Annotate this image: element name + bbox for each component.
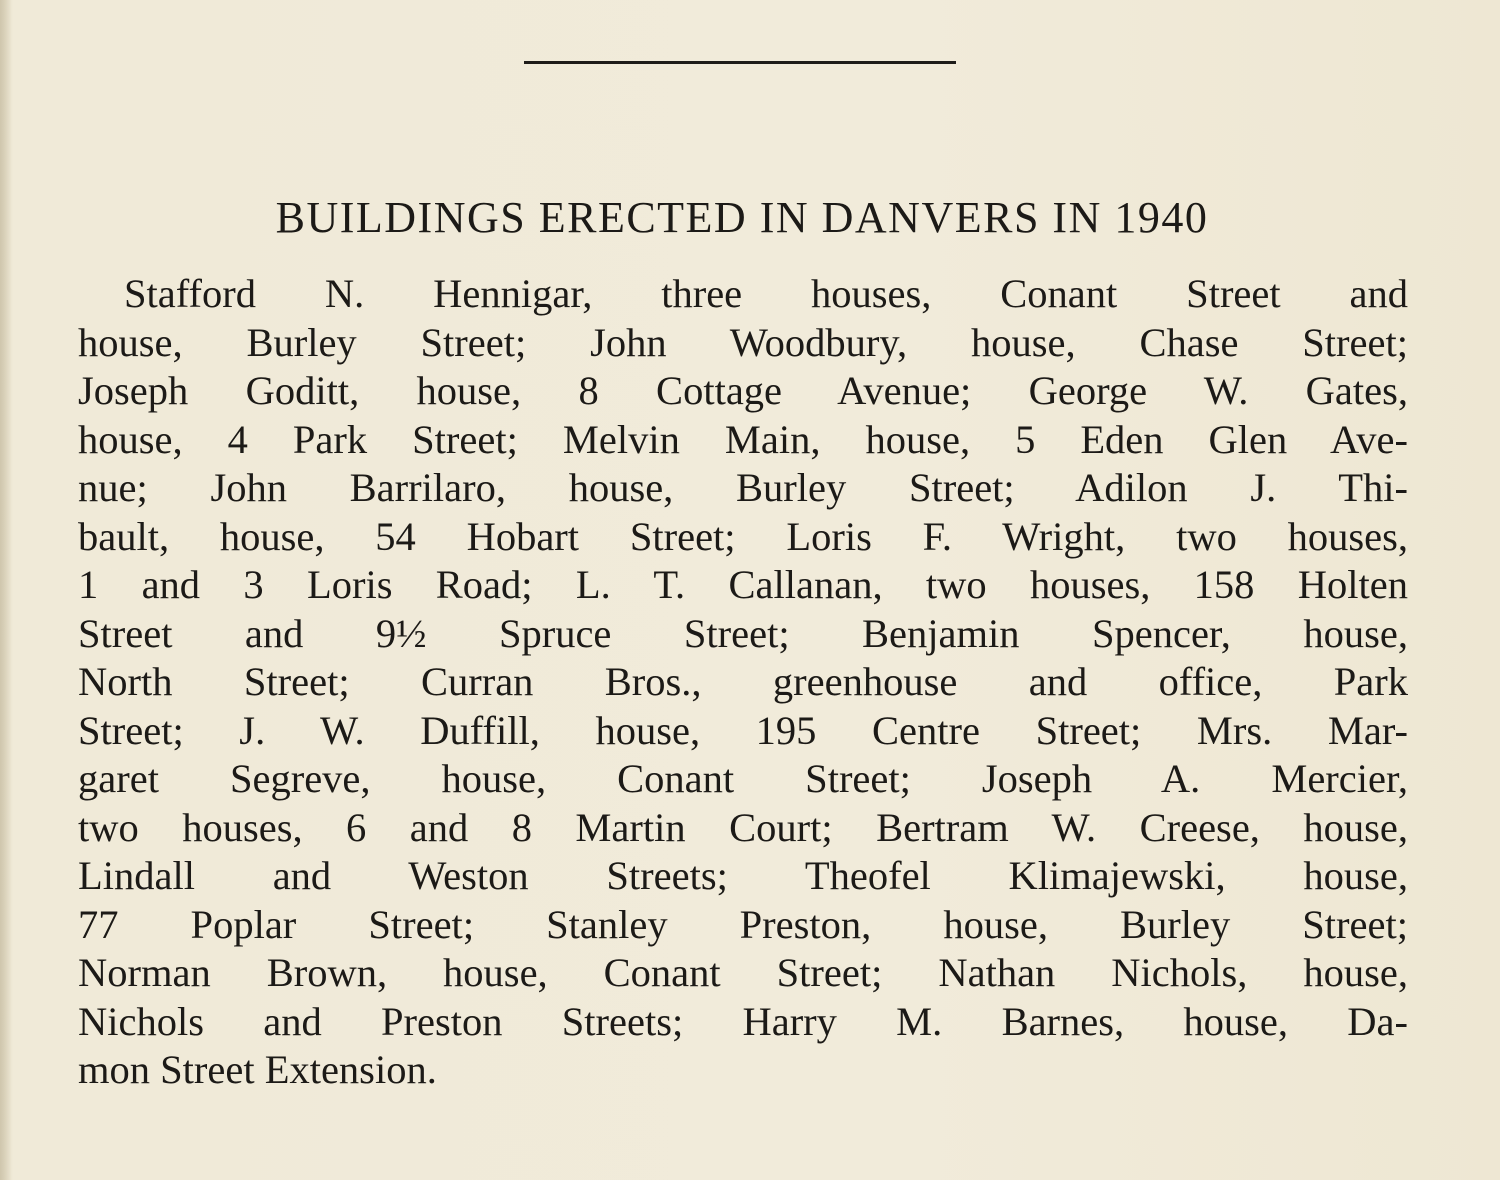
paragraph-line: Street and 9½ Spruce Street; Benjamin Spencer, house, xyxy=(78,610,1408,656)
paragraph-line: nue; John Barrilaro, house, Burley Street; Adilon J. Thi- xyxy=(78,465,1408,510)
paragraph-line: two houses, 6 and 8 Martin Court; Bertram W. Creese, house, xyxy=(78,804,1408,850)
paragraph-buildings-list xyxy=(78,270,1408,1095)
horizontal-rule xyxy=(524,61,956,64)
paragraph-line: 77 Poplar Street; Stanley Preston, house, Burley Street; xyxy=(78,901,1408,947)
page-gutter-shadow xyxy=(0,0,12,1180)
paragraph-line: Norman Brown, house, Conant Street; Nathan Nichols, house, xyxy=(78,950,1408,995)
paragraph-line: mon Street Extension. xyxy=(78,1047,437,1092)
section-heading: BUILDINGS ERECTED IN DANVERS IN 1940 xyxy=(275,193,1209,242)
paragraph-line: house, Burley Street; John Woodbury, house, Chase Street; xyxy=(78,319,1408,365)
paragraph-line: North Street; Curran Bros., greenhouse and office, Park xyxy=(78,659,1408,704)
paragraph-line: Lindall and Weston Streets; Theofel Klimajewski, house, xyxy=(78,853,1408,898)
paragraph-line: garet Segreve, house, Conant Street; Joseph A. Mercier, xyxy=(78,756,1408,801)
paragraph-line: Stafford N. Hennigar, three houses, Conant Street and xyxy=(124,271,1408,316)
paragraph-line: house, 4 Park Street; Melvin Main, house, 5 Eden Glen Ave- xyxy=(78,416,1408,462)
paragraph-line: Street; J. W. Duffill, house, 195 Centre Street; Mrs. Mar- xyxy=(78,707,1408,753)
paragraph-line: Joseph Goditt, house, 8 Cottage Avenue; George W. Gates, xyxy=(78,368,1408,413)
paragraph-line: 1 and 3 Loris Road; L. T. Callanan, two houses, 158 Holten xyxy=(78,562,1408,607)
paragraph-line: bault, house, 54 Hobart Street; Loris F. Wright, two houses, xyxy=(78,513,1408,559)
paragraph-line: Nichols and Preston Streets; Harry M. Barnes, house, Da- xyxy=(78,998,1408,1044)
